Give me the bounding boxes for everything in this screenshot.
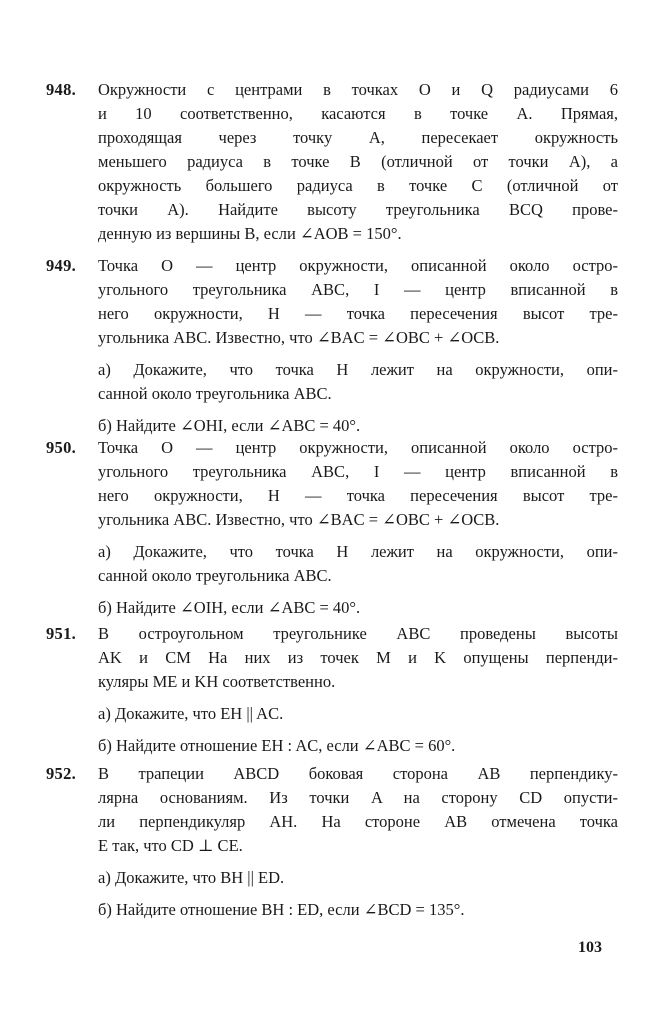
- problem-text-line: угольного треугольника ABC, I — центр вписанной в: [98, 280, 618, 299]
- problem-text-line: ли перпендикуляр AH. На стороне AB отмечена точка: [98, 812, 618, 831]
- problem-text-line: денную из вершины B, если ∠AOB = 150°.: [98, 224, 402, 243]
- problem-text-line: В трапеции ABCD боковая сторона AB перпендику-: [98, 764, 618, 783]
- part-text-line: а) Докажите, что точка H лежит на окружности, опи-: [98, 360, 618, 379]
- problem-text-line: угольника ABC. Известно, что ∠BAC = ∠OBC + ∠OCB.: [98, 328, 500, 347]
- part-text-line: санной около треугольника ABC.: [98, 384, 332, 403]
- part-text-line: б) Найдите ∠OIH, если ∠ABC = 40°.: [98, 598, 361, 617]
- problem-number: 952.: [46, 764, 77, 783]
- problem-949: [46, 254, 618, 438]
- problem-text-line: угольника ABC. Известно, что ∠BAC = ∠OBC + ∠OCB.: [98, 510, 500, 529]
- part-text-line: а) Докажите, что точка H лежит на окружности, опи-: [98, 542, 618, 561]
- part-text-line: б) Найдите ∠OHI, если ∠ABC = 40°.: [98, 416, 361, 435]
- part-b: [98, 898, 618, 922]
- problem-text-line: В остроугольном треугольнике ABC проведены высоты: [98, 624, 618, 643]
- problem-text-line: точки A). Найдите высоту треугольника BCQ прове-: [98, 200, 618, 219]
- part-a: [98, 702, 618, 726]
- problem-text-line: и 10 соответственно, касаются в точке A. Прямая,: [98, 104, 618, 123]
- problem-text-line: E так, что CD ⊥ CE.: [98, 836, 243, 855]
- problem-951: [46, 622, 618, 758]
- part-a: [98, 540, 618, 588]
- problem-text-line: лярна основаниям. Из точки A на сторону CD опусти-: [98, 788, 618, 807]
- problem-948: [46, 78, 618, 246]
- part-b: [98, 414, 618, 438]
- part-b: [98, 596, 618, 620]
- problem-text-line: AK и CM На них из точек M и K опущены перпенди-: [98, 648, 618, 667]
- problem-text-line: окружность большего радиуса в точке C (отличной от: [98, 176, 618, 195]
- part-text-line: а) Докажите, что EH || AC.: [98, 704, 284, 723]
- problem-text-line: куляры ME и KH соответственно.: [98, 672, 336, 691]
- problem-text-line: проходящая через точку A, пересекает окружность: [98, 128, 618, 147]
- problem-number: 948.: [46, 80, 77, 99]
- problem-number: 950.: [46, 438, 77, 457]
- problem-text-line: него окружности, H — точка пересечения высот тре-: [98, 304, 618, 323]
- part-a: [98, 866, 618, 890]
- problem-text-line: угольного треугольника ABC, I — центр вписанной в: [98, 462, 618, 481]
- problem-text-line: него окружности, H — точка пересечения высот тре-: [98, 486, 618, 505]
- part-text-line: б) Найдите отношение EH : AC, если ∠ABC = 60°.: [98, 736, 456, 755]
- part-text-line: санной около треугольника ABC.: [98, 566, 332, 585]
- problem-number: 951.: [46, 624, 77, 643]
- problem-text-line: Точка O — центр окружности, описанной около остро-: [98, 438, 618, 457]
- part-text-line: б) Найдите отношение BH : ED, если ∠BCD = 135°.: [98, 900, 465, 919]
- problem-text-line: Окружности с центрами в точках O и Q радиусами 6: [98, 80, 618, 99]
- page-number: 103: [578, 939, 602, 956]
- problem-952: [46, 762, 618, 922]
- problem-number: 949.: [46, 256, 77, 275]
- part-b: [98, 734, 618, 758]
- part-text-line: а) Докажите, что BH || ED.: [98, 868, 285, 887]
- problem-text-line: меньшего радиуса в точке B (отличной от точки A), а: [98, 152, 618, 171]
- problem-950: [46, 436, 618, 620]
- part-a: [98, 358, 618, 406]
- problem-text-line: Точка O — центр окружности, описанной около остро-: [98, 256, 618, 275]
